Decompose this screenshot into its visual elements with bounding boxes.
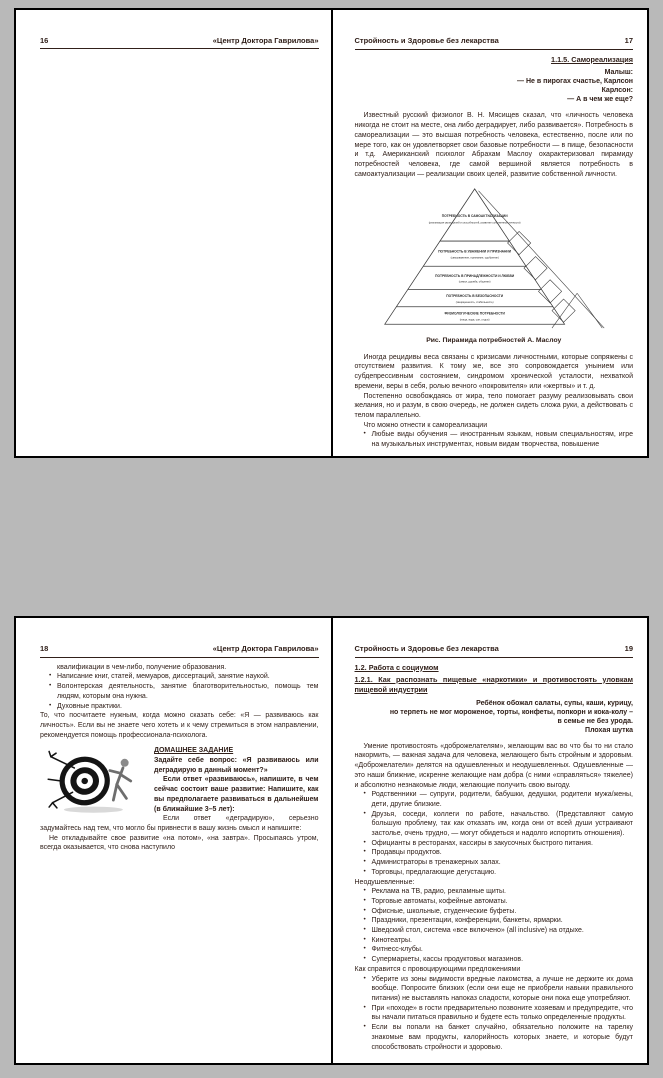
pyramid-level-4-title: ПОТРЕБНОСТЬ В БЕЗОПАСНОСТИ (445, 294, 503, 299)
list-item: • Торговые автоматы, кофейные автоматы. (372, 897, 634, 907)
list-item: • Торговцы, предлагающие дегустацию. (372, 868, 634, 878)
running-title: «Центр Доктора Гаврилова» (212, 36, 319, 45)
page-17-header (355, 36, 634, 50)
pyramid-level-3-title: ПОТРЕБНОСТЬ В ПРИНАДЛЕЖНОСТИ И ЛЮБВИ (434, 274, 514, 279)
list-item: • Уберите из зоны видимости вредные лакомства, а лучше не держите их дома вообще. Попросите близких (если они еще не приобрели навыки правильного питания) не выставлять напоказ сладости, которые они пока еще употребляют. (372, 975, 634, 1004)
pyramid-level-1-title: ПОТРЕБНОСТЬ В САМОАКТУАЛИЗАЦИИ (441, 214, 508, 219)
homework-line: Задайте себе вопрос: «Я развиваюсь или деградирую в данный момент?» (154, 757, 319, 774)
page-19 (333, 618, 648, 1063)
running-title: Стройность и Здоровье без лекарства (354, 644, 499, 653)
epigraph-line: Ребёнок обожал салаты, супы, каши, курицу, (476, 699, 633, 707)
epigraph-line: но терпеть не мог мороженое, торты, конфеты, попкорн и кока-колу – (389, 708, 633, 716)
homework-title: ДОМАШНЕЕ ЗАДАНИЕ (154, 747, 234, 755)
inanimate-label: Неодушевленные: (354, 878, 415, 886)
page-number: 17 (624, 36, 633, 45)
maslow-pyramid-drawing (378, 185, 610, 330)
paragraph: Если ответ «деградирую», серьезно задумайтесь над тем, что могло бы привнести в вашу жизнь смысл и напишите: (40, 815, 319, 832)
animate-wellwishers-list (355, 790, 634, 877)
inanimate-wellwishers-list (355, 887, 634, 965)
list-item: • Праздники, презентации, конференции, банкеты, ярмарки. (372, 916, 634, 926)
paragraph: Умение противостоять «доброжелателям», желающим вас во что бы то ни стало накормить, — важная задача для человека, желающего быть стройным и здоровым. «Доброжелатели» делятся на одушевленных и неодушевленных. Одушевленные — это наши ближние, искренне желающие нам добра (с ними «справляться» тяжелее) и абсолютно незнакомые люди, желающие получить свою выгоду. (354, 742, 633, 789)
list-item: • Волонтерская деятельность, занятие благотворительностью, помощь тем людям, которым она нужна. (57, 682, 319, 701)
dartboard-target-illustration (46, 748, 146, 814)
epigraph-line: Малыш: (604, 69, 633, 77)
list-item: • Любые виды обучения — иностранным языкам, новым специальностям, игре на музыкальных инструментах, новым видам творчества, повышение (372, 430, 634, 449)
paragraph: Иногда рецидивы веса связаны с кризисами личностными, которые сопряжены с отсутствием развития. К тому же, все это сопровождается унынием или субдепрессивным состоянием, синдромом хронической усталости, нехваткой времени, веры в себя, ролью вечного «покровителя» или «жертвы» и т. д. (354, 353, 633, 390)
self-realization-list (355, 430, 634, 449)
list-item: • При «походе» в гости предварительно позвоните хозяевам и предупредите, что вы начали питаться правильно и будете есть только определенные продукты. (372, 1004, 634, 1023)
spread-pages-18-19 (14, 616, 649, 1065)
spread-pages-16-17 (14, 8, 649, 458)
pyramid-level-4-subtitle: (защищенность, стабильность) (455, 301, 494, 305)
howto-intro: Как справится с провоцирующими предложениями (354, 965, 521, 973)
paragraph: Не откладывайте свое развитие «на потом», «на завтра». Просыпаясь утром, всегда оказывается, что снова наступило (40, 834, 319, 852)
list-item: • Реклама на ТВ, радио, рекламные щиты. (372, 887, 634, 897)
page-18 (16, 618, 333, 1063)
carryover-line: квалификации в чем-либо, получение образования. (57, 663, 227, 671)
list-item: • Продавцы продуктов. (372, 848, 634, 858)
pyramid-level-5-subtitle: (пища, вода, сон, отдых) (459, 318, 490, 322)
page-number: 19 (624, 644, 633, 653)
running-title: «Центр Доктора Гаврилова» (212, 644, 319, 653)
page-18-header (40, 644, 319, 658)
epigraph-line: в семье не без урода. (557, 717, 633, 725)
running-title: Стройность и Здоровье без лекарства (354, 36, 499, 45)
paragraph: Постепенно освобождаясь от жира, тело помогает разуму реализовывать свои желания, но и разум, в свою очередь, не должен сидеть сложа руки, а действовать с телом параллельно. (354, 392, 633, 419)
page-17 (333, 10, 648, 456)
list-item: • Офисные, школьные, студенческие буфеты. (372, 907, 634, 917)
list-item: • Фитнесс-клубы. (372, 945, 634, 955)
page-16 (16, 10, 333, 456)
paragraph: Известный русский физиолог В. Н. Мясищев сказал, что «личность человека никогда не стоит на месте, она либо деградирует, либо развивается». Потребность в самореализации — это высшая потребность человека, естественно, после или по мере того, как он удовлетворяет свои базовые потребности — в пище, безопасности и т.д. Американский психолог Абрахам Маслоу охарактеризовал пирамиду потребностей человека, где самой вершиной является потребность в самоактуализации — реализации своих целей, развитие собственной личности. (354, 112, 633, 178)
pyramid-level-1-subtitle: (реализация своих целей и способностей, развитие собственной личности) (428, 221, 521, 225)
list-item: • Друзья, соседи, коллеги по работе, начальство. (Представляют самую большую проблему, так как отказать им, когда они от всей души устраивают застолье, очень трудно, — могут обидеться и надолго испортить отношения). (372, 810, 634, 839)
page-16-header (40, 36, 319, 49)
epigraph-line: Плохая шутка (585, 726, 633, 734)
list-item: • Если вы попали на банкет случайно, обязательно положите на тарелку знакомые вам продукты, калорийность которых знаете, и которые будут способствовать стройности и здоровью. (372, 1023, 634, 1052)
epigraph-line: Карлсон: (601, 87, 633, 95)
development-list (40, 672, 319, 711)
homework-block (40, 746, 319, 814)
subsection-heading: 1.2.1. Как распознать пищевые «наркотики» и противостоять уловкам пищевой индустрии (354, 674, 633, 694)
page-number: 16 (40, 36, 49, 45)
homework-line: Если ответ «развиваюсь», напишите, в чем сейчас состоит ваше развитие: Напишите, как вы предполагаете развиваться в дальнейшем (в ближайшие 3–5 лет): (154, 776, 319, 813)
howto-list (355, 975, 634, 1053)
list-intro: Что можно отнести к самореализации (363, 421, 488, 429)
list-item: • Супермаркеты, кассы продуктовых магазинов. (372, 955, 634, 965)
list-item: • Родственники — супруги, родители, бабушки, дедушки, родители мужа/жены, дети, другие близкие. (372, 790, 634, 809)
section-heading: 1.1.5. Самореализация (551, 54, 633, 64)
epigraph-line: — Не в пирогах счастье, Карлсон (517, 78, 633, 86)
list-item: • Официанты в ресторанах, кассиры в закусочных быстрого питания. (372, 839, 634, 849)
epigraph (355, 699, 634, 735)
pyramid-level-2-subtitle: (самоуважение, признание, одобрение) (450, 256, 499, 260)
list-item: • Духовные практики. (57, 702, 319, 712)
pyramid-level-5-title: ФИЗИОЛОГИЧЕСКИЕ ПОТРЕБНОСТИ (444, 311, 505, 316)
list-item: • Администраторы в тренажерных залах. (372, 858, 634, 868)
maslow-pyramid-figure (355, 185, 634, 334)
list-item: • Шведский стол, система «все включено» (all inclusive) на отдыхе. (372, 926, 634, 936)
pyramid-level-3-subtitle: (семья, дружба, общение) (458, 280, 491, 284)
pyramid-level-2-title: ПОТРЕБНОСТЬ В УВАЖЕНИИ И ПРИЗНАНИИ (437, 249, 511, 254)
epigraph-line: — А в чем же еще? (567, 96, 633, 104)
section-heading: 1.2. Работа с социумом (354, 662, 439, 672)
page-number: 18 (40, 644, 49, 653)
epigraph (355, 68, 634, 104)
paragraph: То, что посчитаете нужным, когда можно сказать себе: «Я — развиваюсь как личность». Если вы не знаете чего хотеть и к чему стремиться в этом направлении, рекомендуется помощь профессионала-психолога. (40, 712, 319, 739)
list-item: • Написание книг, статей, мемуаров, диссертаций, занятие наукой. (57, 672, 319, 682)
page-19-header (355, 644, 634, 658)
figure-caption: Рис. Пирамида потребностей А. Маслоу (426, 337, 562, 345)
list-item: • Кинотеатры. (372, 936, 634, 946)
